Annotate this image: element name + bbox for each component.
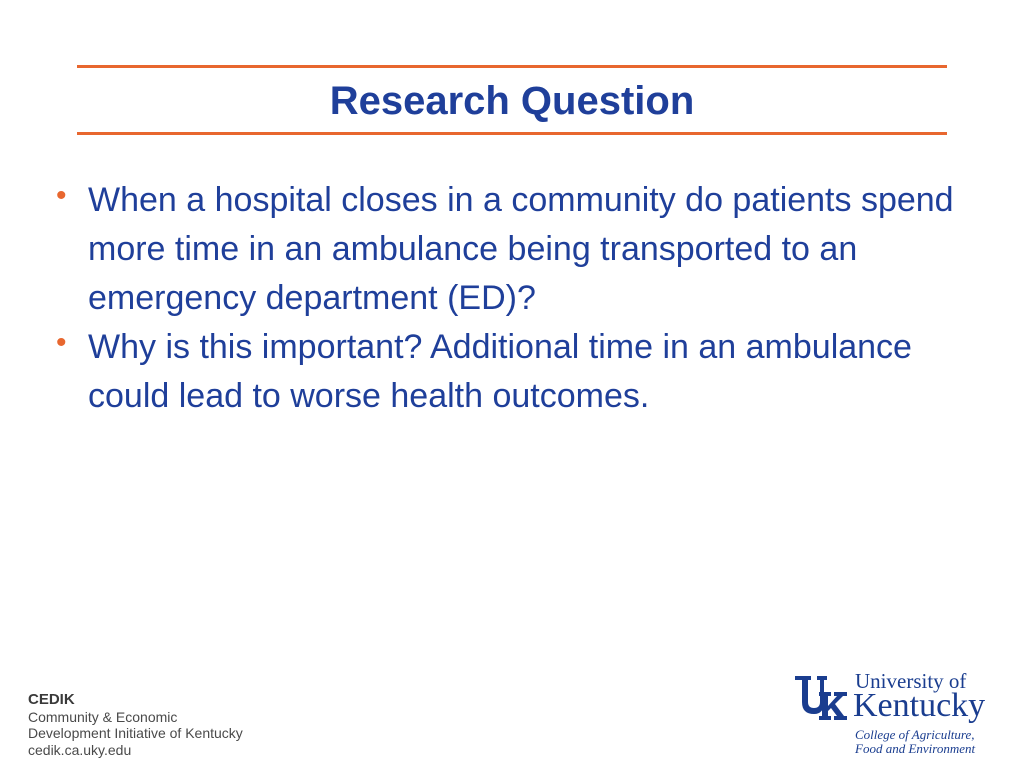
cedik-line-2: Development Initiative of Kentucky: [28, 725, 243, 741]
bullet-item-2: [56, 323, 976, 421]
bullet-list: [56, 176, 976, 421]
cedik-line-1: Community & Economic: [28, 708, 178, 725]
uk-line-4: Food and Environment: [855, 741, 976, 756]
title-bottom-rule: [77, 132, 947, 135]
title-top-rule: [77, 65, 947, 68]
bullet-icon: •: [56, 179, 67, 212]
cedik-name: CEDIK: [28, 691, 75, 708]
uk-line-1: University of: [855, 669, 967, 693]
uk-line-2: Kentucky: [853, 687, 986, 724]
uk-line-3: College of Agriculture,: [855, 727, 975, 742]
slide-title: Research Question: [329, 79, 695, 123]
bullet-text-1: When a hospital closes in a community do patients spend more time in an ambulance being transported to an emergency department (ED)?: [88, 181, 954, 317]
bullet-icon: •: [56, 326, 67, 359]
bullet-item-1: [56, 176, 976, 323]
uk-logo: [793, 670, 1008, 756]
cedik-footer: [28, 692, 243, 758]
cedik-url: cedik.ca.uky.edu: [28, 741, 132, 758]
bullet-text-2: Why is this important? Additional time in an ambulance could lead to worse health outcomes.: [88, 328, 912, 415]
uk-monogram-icon: [793, 672, 849, 720]
